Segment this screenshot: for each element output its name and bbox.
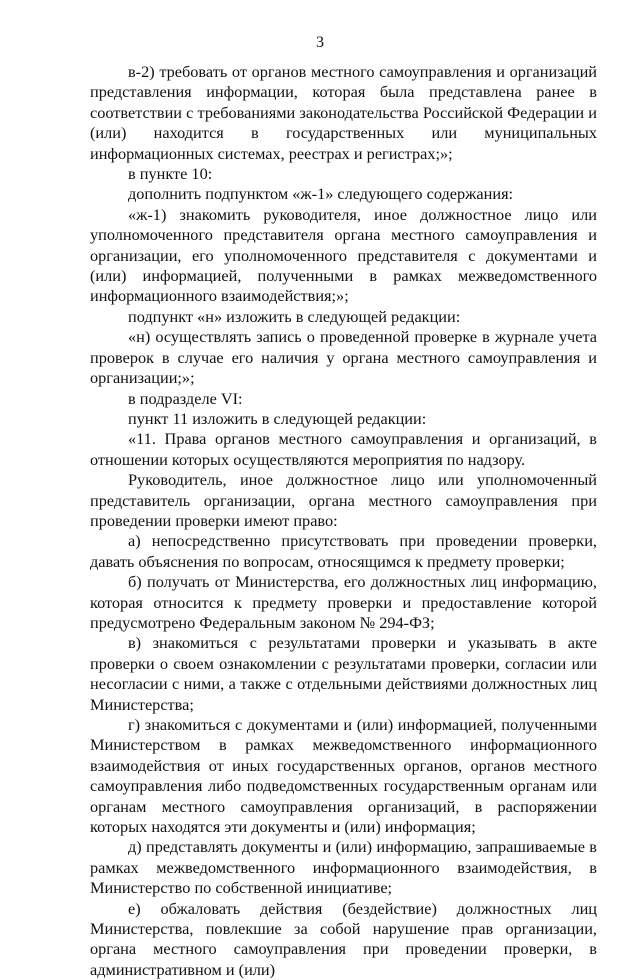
- paragraph-a: а) непосредственно присутствовать при проведении проверки, давать объяснения по вопросам, относящимся к предмету проверки;: [90, 531, 597, 571]
- paragraph-rights-intro: Руководитель, иное должностное лицо или уполномоченный представитель организации, органа местного самоуправления при проведении проверки имеют право:: [90, 470, 597, 530]
- paragraph-zh1: «ж-1) знакомить руководителя, иное должностное лицо или уполномоченного представителя органа местного самоуправления и организации, его уполномоченного представителя с документами и (или) информацией, полученными в рамках межведомственного информационного взаимодействия;»;: [90, 204, 597, 306]
- page-number: 3: [316, 34, 324, 51]
- paragraph-b: б) получать от Министерства, его должностных лиц информацию, которая относится к предмету проверки и предоставление которой предусмотрено Федеральным законом № 294-ФЗ;: [90, 572, 597, 632]
- document-body: [90, 62, 597, 980]
- paragraph-11-title: «11. Права органов местного самоуправления и организаций, в отношении которых осуществляются мероприятия по надзору.: [90, 429, 597, 469]
- paragraph-d: д) представлять документы и (или) информацию, запрашиваемые в рамках межведомственного информационного взаимодействия, в Министерство по собственной инициативе;: [90, 837, 597, 898]
- paragraph-n: «н) осуществлять запись о проведенной проверке в журнале учета проверок в случае его наличия у органа местного самоуправления и организации;»;: [90, 327, 597, 388]
- paragraph-add-zh1: дополнить подпунктом «ж-1» следующего содержания:: [128, 184, 514, 204]
- paragraph-subsection-vi: в подразделе VI:: [128, 388, 243, 408]
- paragraph-subpoint-n: подпункт «н» изложить в следующей редакции:: [128, 306, 461, 326]
- paragraph-g: г) знакомиться с документами и (или) информацией, полученными Министерством в рамках межведомственного информационного взаимодействия от иных государственных органов, органов местного самоуправления либо подведомственных государственным органам или органам местного самоуправления организаций, в распоряжении которых находятся эти документы и (или) информация;: [90, 715, 597, 837]
- paragraph-e: е) обжаловать действия (бездействие) должностных лиц Министерства, повлекшие за собой нарушение прав организации, органа местного самоуправления при проведении проверки, в административном и (или): [90, 898, 597, 979]
- paragraph-point-11: пункт 11 изложить в следующей редакции:: [128, 408, 427, 428]
- paragraph-v2: в-2) требовать от органов местного самоуправления и организаций представления информации, которая была представлена ранее в соответствии с требованиями законодательства Российской Федерации и (или) находится в государственных или муниципальных информационных системах, реестрах и регистрах;»;: [90, 62, 597, 163]
- paragraph-v: в) знакомиться с результатами проверки и указывать в акте проверки о своем ознакомлении с результатами проверки, согласии или несогласии с ними, а также с отдельными действиями должностных лиц Министерства;: [90, 633, 597, 714]
- paragraph-point-10: в пункте 10:: [128, 164, 213, 184]
